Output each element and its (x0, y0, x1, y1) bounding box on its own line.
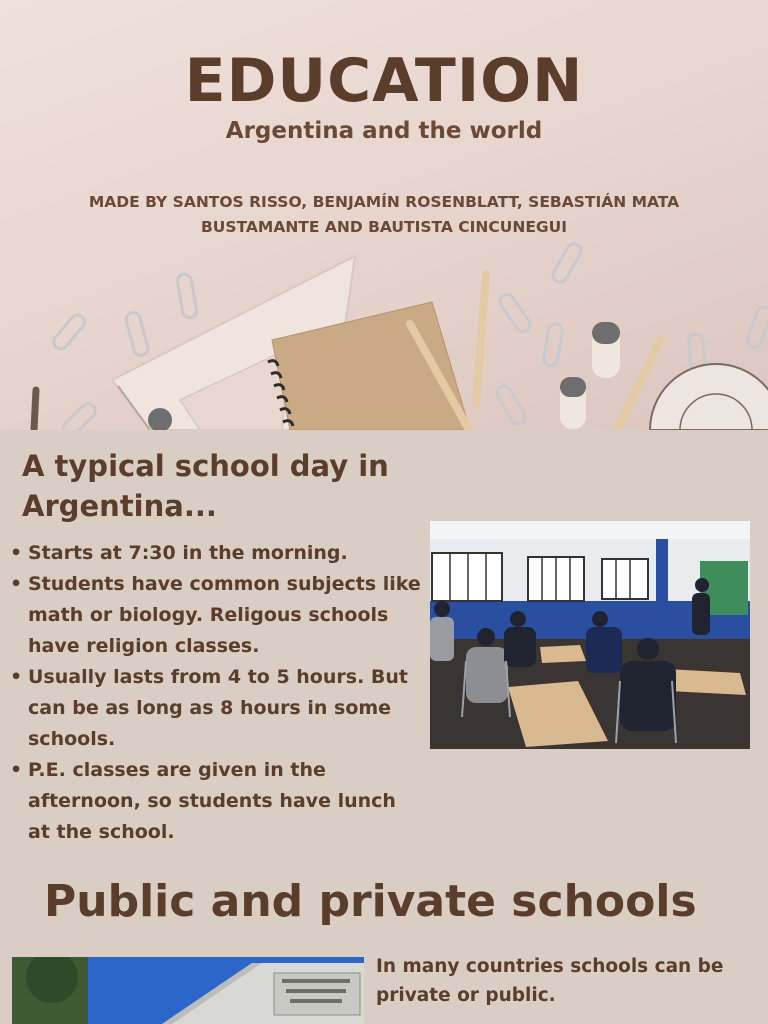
classroom-photo (430, 521, 750, 749)
school-day-heading: A typical school day in Argentina... (22, 449, 389, 523)
page-title: EDUCATION (184, 46, 584, 116)
public-private-heading: Public and private schools (44, 876, 697, 927)
authors-credit: MADE BY SANTOS RISSO, BENJAMÍN ROSENBLATT, SEBASTIÁN MATA BUSTAMANTE AND BAUTISTA CINCUNEGUI (88, 193, 680, 236)
list-item: • Starts at 7:30 in the morning. (8, 538, 422, 569)
list-item: • Usually lasts from 4 to 5 hours. But can be as long as 8 hours in some schools. (8, 662, 422, 755)
stationery-illustration (0, 240, 768, 430)
page-subtitle: Argentina and the world (225, 118, 543, 144)
public-private-text: In many countries schools can be private or public. (376, 956, 724, 1006)
list-item: • P.E. classes are given in the afternoon, so students have lunch at the school. (8, 755, 422, 848)
header-banner (0, 0, 768, 430)
school-building-photo (12, 957, 364, 1024)
school-day-list (8, 538, 422, 848)
protractor-illustration (650, 364, 768, 430)
list-item: • Students have common subjects like math or biology. Religous schools have religion classes. (8, 569, 422, 662)
